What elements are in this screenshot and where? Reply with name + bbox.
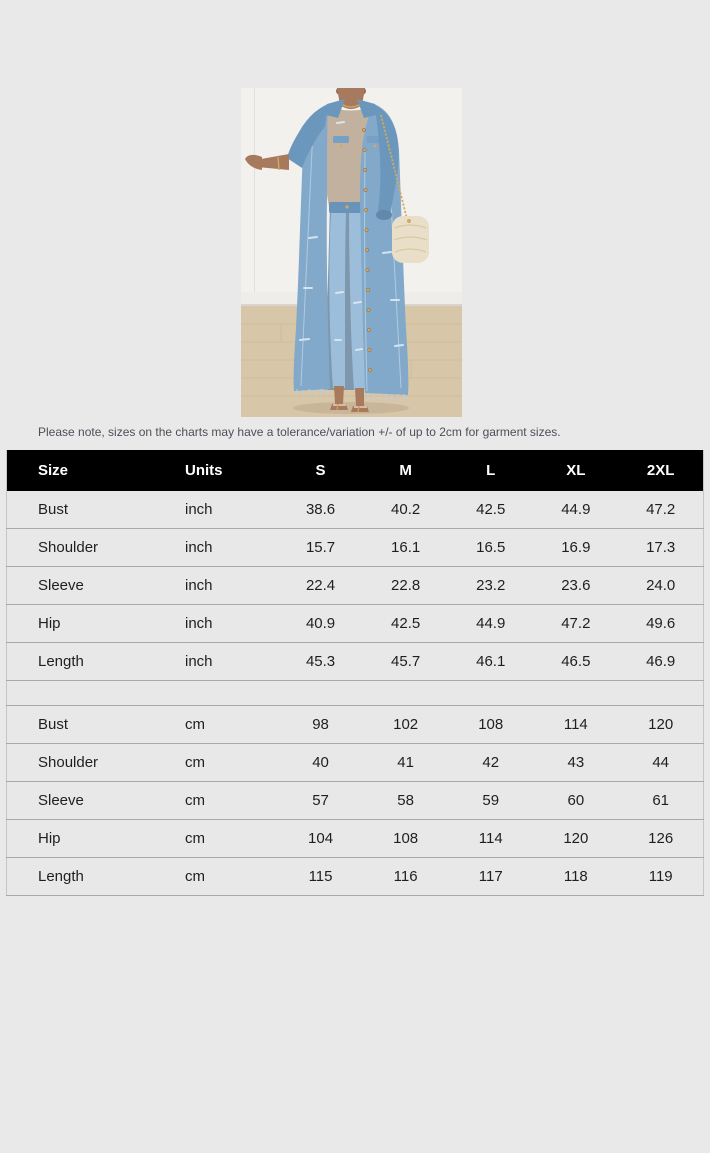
value-xl: 44.9 — [533, 491, 618, 529]
value-m: 45.7 — [363, 643, 448, 681]
value-s: 38.6 — [278, 491, 363, 529]
value-s: 57 — [278, 782, 363, 820]
table-row-bust-inch — [7, 491, 704, 529]
col-header-2xl: 2XL — [618, 450, 703, 491]
value-xl: 46.5 — [533, 643, 618, 681]
value-2xl: 44 — [618, 744, 703, 782]
measure-label: Hip — [7, 605, 185, 643]
measure-label: Sleeve — [7, 782, 185, 820]
table-row-length-cm — [7, 858, 704, 896]
right-cuff — [376, 210, 392, 220]
table-row-shoulder-cm — [7, 744, 704, 782]
units-value: cm — [184, 782, 278, 820]
col-header-m: M — [363, 450, 448, 491]
measure-label: Hip — [7, 820, 185, 858]
value-2xl: 17.3 — [618, 529, 703, 567]
measure-label: Sleeve — [7, 567, 185, 605]
value-l: 16.5 — [448, 529, 533, 567]
spacer-row — [7, 681, 704, 706]
table-row-bust-cm — [7, 706, 704, 744]
value-2xl: 120 — [618, 706, 703, 744]
value-2xl: 126 — [618, 820, 703, 858]
size-chart-table — [6, 450, 704, 896]
value-m: 40.2 — [363, 491, 448, 529]
value-s: 15.7 — [278, 529, 363, 567]
value-l: 42.5 — [448, 491, 533, 529]
value-xl: 47.2 — [533, 605, 618, 643]
value-s: 40.9 — [278, 605, 363, 643]
floor-shadow — [293, 402, 409, 414]
table-row-shoulder-inch — [7, 529, 704, 567]
size-guide-page — [0, 88, 710, 1153]
table-row-hip-cm — [7, 820, 704, 858]
value-2xl: 119 — [618, 858, 703, 896]
units-value: cm — [184, 858, 278, 896]
value-l: 108 — [448, 706, 533, 744]
jeans-left-leg — [329, 213, 346, 388]
value-xl: 16.9 — [533, 529, 618, 567]
measure-label: Bust — [7, 706, 185, 744]
value-2xl: 47.2 — [618, 491, 703, 529]
value-2xl: 46.9 — [618, 643, 703, 681]
value-s: 104 — [278, 820, 363, 858]
value-l: 46.1 — [448, 643, 533, 681]
table-row-length-inch — [7, 643, 704, 681]
units-value: cm — [184, 744, 278, 782]
wall-corner-line — [254, 88, 255, 294]
value-2xl: 49.6 — [618, 605, 703, 643]
value-l: 117 — [448, 858, 533, 896]
table-row-hip-inch — [7, 605, 704, 643]
measure-label: Shoulder — [7, 744, 185, 782]
value-xl: 23.6 — [533, 567, 618, 605]
value-m: 116 — [363, 858, 448, 896]
value-m: 16.1 — [363, 529, 448, 567]
tolerance-note: Please note, sizes on the charts may have a tolerance/variation +/- of up to 2cm for garment sizes. — [38, 425, 561, 439]
value-2xl: 24.0 — [618, 567, 703, 605]
value-s: 45.3 — [278, 643, 363, 681]
col-header-l: L — [448, 450, 533, 491]
bracelet — [278, 157, 279, 170]
col-header-s: S — [278, 450, 363, 491]
value-l: 44.9 — [448, 605, 533, 643]
units-value: inch — [184, 567, 278, 605]
units-value: inch — [184, 605, 278, 643]
table-header-row — [7, 450, 704, 491]
value-l: 114 — [448, 820, 533, 858]
measure-label: Shoulder — [7, 529, 185, 567]
table-row-sleeve-inch — [7, 567, 704, 605]
value-m: 41 — [363, 744, 448, 782]
col-header-units: Units — [184, 450, 278, 491]
value-m: 108 — [363, 820, 448, 858]
units-value: inch — [184, 643, 278, 681]
value-s: 40 — [278, 744, 363, 782]
units-value: inch — [184, 529, 278, 567]
value-m: 58 — [363, 782, 448, 820]
value-xl: 118 — [533, 858, 618, 896]
value-2xl: 61 — [618, 782, 703, 820]
handbag — [392, 216, 429, 263]
product-photo-svg — [241, 88, 462, 417]
value-l: 23.2 — [448, 567, 533, 605]
col-header-xl: XL — [533, 450, 618, 491]
value-m: 22.8 — [363, 567, 448, 605]
units-value: cm — [184, 706, 278, 744]
col-header-size: Size — [7, 450, 185, 491]
table-row-sleeve-cm — [7, 782, 704, 820]
measure-label: Length — [7, 643, 185, 681]
value-l: 59 — [448, 782, 533, 820]
value-m: 42.5 — [363, 605, 448, 643]
product-photo — [241, 88, 462, 417]
units-value: cm — [184, 820, 278, 858]
value-s: 22.4 — [278, 567, 363, 605]
measure-label: Bust — [7, 491, 185, 529]
value-xl: 43 — [533, 744, 618, 782]
value-m: 102 — [363, 706, 448, 744]
value-s: 115 — [278, 858, 363, 896]
value-s: 98 — [278, 706, 363, 744]
measure-label: Length — [7, 858, 185, 896]
value-xl: 60 — [533, 782, 618, 820]
units-value: inch — [184, 491, 278, 529]
value-xl: 114 — [533, 706, 618, 744]
value-xl: 120 — [533, 820, 618, 858]
jeans-button — [345, 205, 348, 208]
value-l: 42 — [448, 744, 533, 782]
